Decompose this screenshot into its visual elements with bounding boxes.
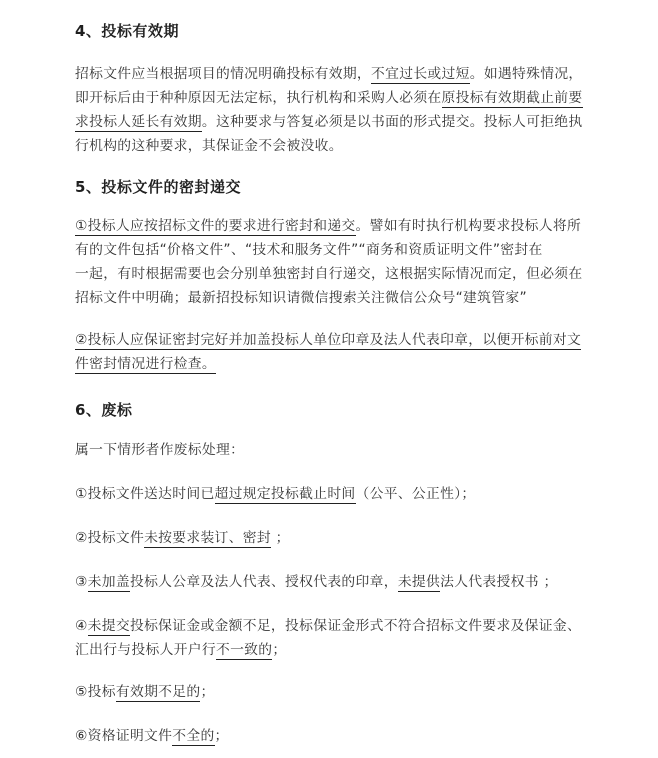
underlined-text: 原投标有效期截止前要 xyxy=(441,90,583,106)
list-item: ⑥资格证明文件不全的； xyxy=(75,728,229,744)
list-item: ④未提交投标保证金或金额不足，投标保证金形式不符合招标文件要求及保证金、 汇出行与投标人开户行不一致的； xyxy=(75,618,582,658)
list-item: ①投标文件送达时间已超过规定投标截止时间（公平、公正性）； xyxy=(75,486,476,502)
text-line xyxy=(75,352,595,376)
list-item: ②投标文件未按要求装订、密封 ； xyxy=(75,530,290,546)
underlined-text: 不全的 xyxy=(172,728,215,744)
section-4-heading: 4、投标有效期 xyxy=(75,22,179,40)
list-item: ③未加盖投标人公章及法人代表、授权代表的印章，未提供法人代表授权书 ； xyxy=(75,574,558,590)
underlined-text: 未加盖 xyxy=(87,574,130,590)
text-line: 招标文件中明确；最新招投标知识请微信搜索关注微信公众号“建筑管家” xyxy=(75,290,527,306)
text-line: 求投标人延长有效期。这种要求与答复必须是以书面的形式提交。投标人可拒绝执 xyxy=(75,114,583,130)
underlined-text: 超过规定投标截止时间 xyxy=(214,486,356,502)
section-5-paragraph-2 xyxy=(75,328,595,376)
underlined-text: 有效期不足的 xyxy=(115,684,201,700)
underlined-text: ①投标人应按招标文件的要求进行密封和递交 xyxy=(75,218,356,234)
underlined-text: 未按要求装订、密封 xyxy=(144,530,271,546)
text-line: 一起，有时根据需要也会分别单独密封自行递交，这根据实际情况而定，但必须在 xyxy=(75,266,583,282)
text-line: 行机构的这种要求，其保证金不会被没收。 xyxy=(75,138,343,154)
text-line: ①投标人应按招标文件的要求进行密封和递交。譬如有时执行机构要求投标人将所 xyxy=(75,218,582,234)
section-6-heading: 6、废标 xyxy=(75,401,133,419)
underlined-text: 未提交 xyxy=(87,618,130,634)
list-item: ⑤投标有效期不足的； xyxy=(75,684,215,700)
text-line: 即开标后由于种种原因无法定标，执行机构和采购人必须在原投标有效期截止前要 xyxy=(75,90,583,106)
section-6-intro xyxy=(75,438,595,462)
underlined-text: 未提供 xyxy=(397,574,441,590)
text-line: 有的文件包括“价格文件”、“技术和服务文件”“商务和资质证明文件”密封在 xyxy=(75,242,543,258)
underlined-text: 件密封情况进行检查。 xyxy=(75,356,216,372)
underlined-text: 求投标人延长有效期 xyxy=(75,114,202,130)
section-5-paragraph-1 xyxy=(75,214,595,310)
underlined-text: 不一致的 xyxy=(215,642,273,658)
section-4-paragraph xyxy=(75,62,595,158)
section-5-heading: 5、投标文件的密封递交 xyxy=(75,178,241,196)
text-line: 招标文件应当根据项目的情况明确投标有效期，不宜过长或过短。如遇特殊情况， xyxy=(75,66,583,82)
underlined-text: ②投标人应保证密封完好并加盖投标人单位印章及法人代表印章，以便开标前对文 xyxy=(75,332,582,348)
text-line: 属一下情形者作废标处理： xyxy=(75,442,245,458)
text-line xyxy=(75,328,595,352)
underlined-text: 不宜过长或过短 xyxy=(371,66,470,82)
